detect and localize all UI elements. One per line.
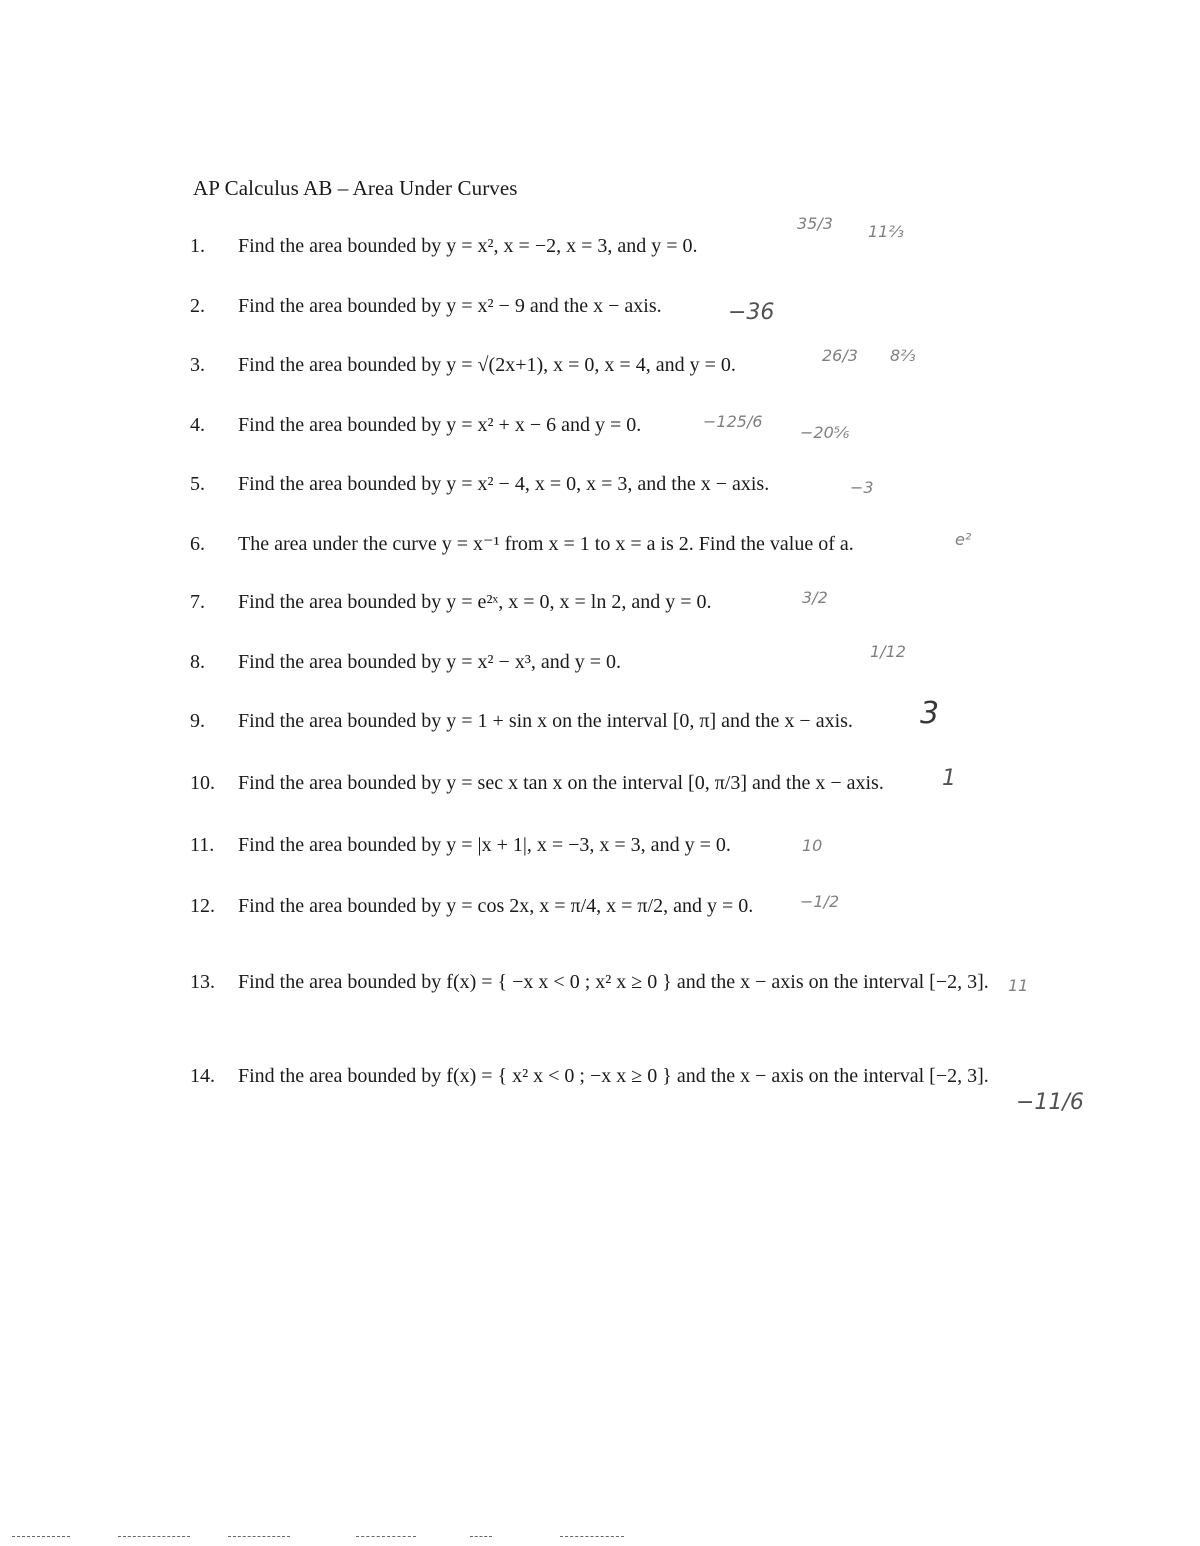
handwritten-answer: 3/2 xyxy=(802,588,828,607)
problem-text: Find the area bounded by y = x² − 9 and the x − axis. xyxy=(238,295,662,317)
problem-number: 5. xyxy=(190,473,205,495)
problem-number: 4. xyxy=(190,414,205,436)
problem-12 xyxy=(190,894,1050,918)
handwritten-answer: 35/3 xyxy=(797,214,833,233)
scan-dash xyxy=(470,1536,492,1537)
problem-5 xyxy=(190,472,1050,496)
problem-number: 3. xyxy=(190,354,205,376)
problem-number: 9. xyxy=(190,710,205,732)
problem-number: 11. xyxy=(190,834,215,856)
problem-11 xyxy=(190,833,1050,857)
scan-dash xyxy=(228,1536,290,1537)
problem-13 xyxy=(190,970,1050,994)
problem-text: Find the area bounded by f(x) = { −x x < 0 ; x² x ≥ 0 } and the x − axis on the interval [−2, 3]. xyxy=(238,971,989,993)
problem-text: Find the area bounded by y = |x + 1|, x = −3, x = 3, and y = 0. xyxy=(238,834,731,856)
scan-dash xyxy=(12,1536,70,1537)
problem-number: 13. xyxy=(190,971,215,993)
scan-edge-artifacts xyxy=(0,1530,1200,1546)
problem-8 xyxy=(190,650,1050,674)
scan-dash xyxy=(118,1536,190,1537)
handwritten-answer: 11⅔ xyxy=(868,222,904,241)
problem-text: Find the area bounded by y = x², x = −2, x = 3, and y = 0. xyxy=(238,235,698,257)
handwritten-answer: 8⅔ xyxy=(890,346,916,365)
handwritten-answer: 26/3 xyxy=(822,346,858,365)
problem-2 xyxy=(190,294,1050,318)
problem-text: Find the area bounded by y = sec x tan x on the interval [0, π/3] and the x − axis. xyxy=(238,772,884,794)
problem-number: 14. xyxy=(190,1065,215,1087)
problem-text: The area under the curve y = x⁻¹ from x = 1 to x = a is 2. Find the value of a. xyxy=(238,533,854,555)
handwritten-answer: 11 xyxy=(1008,976,1029,995)
problem-number: 8. xyxy=(190,651,205,673)
page-title: AP Calculus AB – Area Under Curves xyxy=(193,176,518,200)
problem-6 xyxy=(190,532,1050,556)
handwritten-answer: −1/2 xyxy=(800,892,840,911)
problem-text: Find the area bounded by y = 1 + sin x on the interval [0, π] and the x − axis. xyxy=(238,710,853,732)
scan-dash xyxy=(356,1536,416,1537)
handwritten-answer: −11/6 xyxy=(1016,1090,1084,1115)
problem-number: 7. xyxy=(190,591,205,613)
handwritten-answer: −125/6 xyxy=(703,412,763,431)
handwritten-answer: 1 xyxy=(942,766,956,791)
problem-number: 10. xyxy=(190,772,215,794)
problem-text: Find the area bounded by y = cos 2x, x = π/4, x = π/2, and y = 0. xyxy=(238,895,754,917)
problem-text: Find the area bounded by y = x² + x − 6 and y = 0. xyxy=(238,414,642,436)
handwritten-answer: 10 xyxy=(802,836,823,855)
scan-dash xyxy=(560,1536,624,1537)
problem-text: Find the area bounded by f(x) = { x² x < 0 ; −x x ≥ 0 } and the x − axis on the interval [−2, 3]. xyxy=(238,1065,989,1087)
problem-7 xyxy=(190,590,1050,614)
problem-text: Find the area bounded by y = x² − 4, x = 0, x = 3, and the x − axis. xyxy=(238,473,770,495)
problem-number: 1. xyxy=(190,235,205,257)
problem-4 xyxy=(190,413,1050,437)
problem-1 xyxy=(190,234,1050,258)
problem-3 xyxy=(190,353,1050,377)
problem-number: 2. xyxy=(190,295,205,317)
problem-text: Find the area bounded by y = x² − x³, and y = 0. xyxy=(238,651,621,673)
problem-number: 6. xyxy=(190,533,205,555)
handwritten-answer: e² xyxy=(955,530,972,549)
problem-10 xyxy=(190,771,1050,795)
problem-number: 12. xyxy=(190,895,215,917)
problem-text: Find the area bounded by y = e²ˣ, x = 0, x = ln 2, and y = 0. xyxy=(238,591,712,613)
handwritten-answer: −3 xyxy=(850,478,874,497)
handwritten-answer: 1/12 xyxy=(870,642,906,661)
handwritten-answer: −20⅚ xyxy=(800,423,850,442)
handwritten-answer: −36 xyxy=(728,300,775,325)
handwritten-answer: 3 xyxy=(920,696,940,731)
problem-text: Find the area bounded by y = √(2x+1), x = 0, x = 4, and y = 0. xyxy=(238,354,736,376)
problem-14 xyxy=(190,1064,1050,1088)
